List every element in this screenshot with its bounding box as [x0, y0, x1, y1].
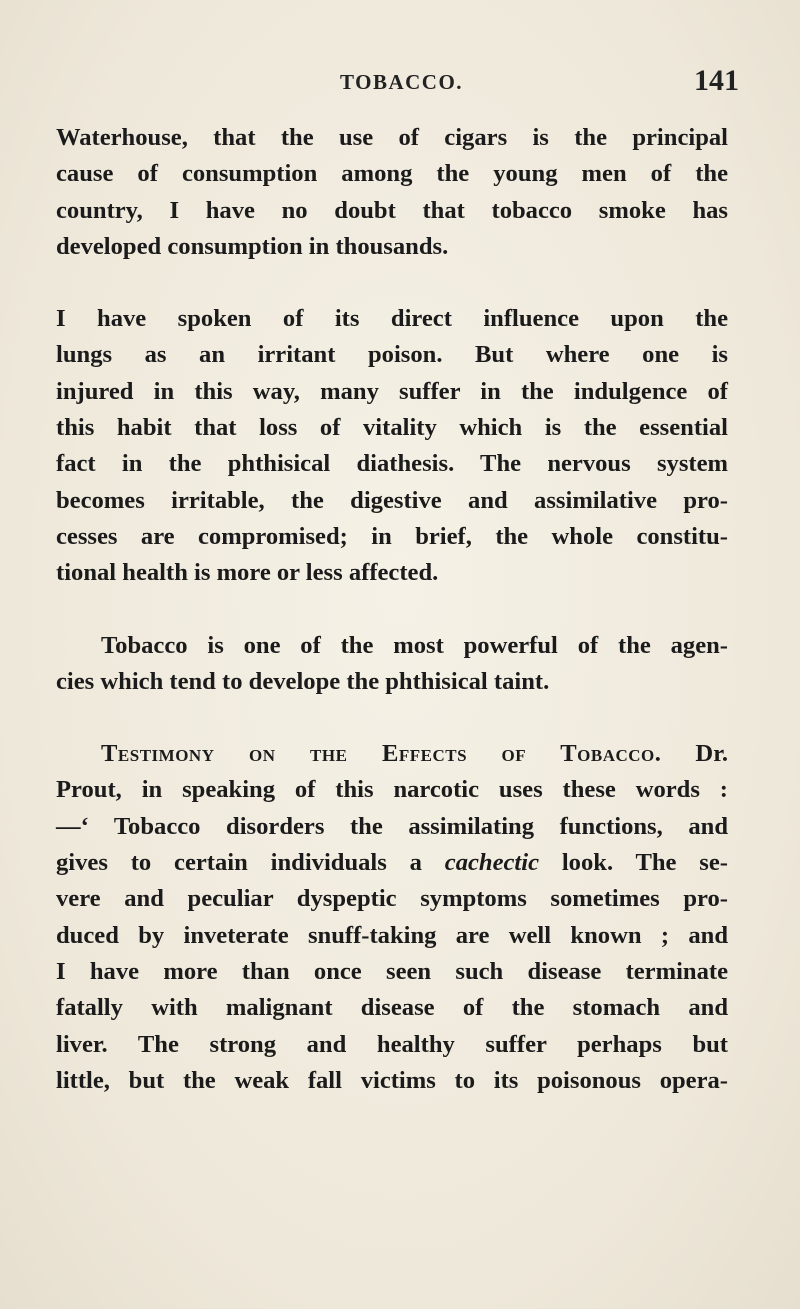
- text-line-with-italic: [56, 845, 728, 881]
- text-line: cesses are compromised; in brief, the whole constitu-: [56, 522, 728, 550]
- text-line: vere and peculiar dyspeptic symptoms sometimes pro-: [56, 885, 728, 913]
- running-head: [0, 62, 800, 102]
- text-line: fatally with malignant disease of the stomach and: [56, 994, 728, 1022]
- paragraph-4: [56, 736, 728, 1099]
- text-fragment: gives to certain individuals a: [56, 849, 445, 877]
- text-line: tional health is more or less affected.: [56, 559, 439, 587]
- paragraph-gap: [56, 265, 728, 301]
- heading-tail: Dr.: [661, 740, 728, 768]
- paragraph-2: [56, 301, 728, 591]
- text-line: lungs as an irritant poison. But where one is: [56, 341, 728, 369]
- paragraph-3: [56, 628, 728, 701]
- text-line: becomes irritable, the digestive and assimilative pro-: [56, 486, 728, 514]
- section-heading-line: [56, 736, 728, 772]
- body-text: [56, 120, 728, 1099]
- text-line: duced by inveterate snuff-taking are well known ; and: [56, 921, 728, 949]
- paragraph-1: [56, 120, 728, 265]
- text-line: fact in the phthisical diathesis. The nervous system: [56, 450, 728, 478]
- text-line: this habit that loss of vitality which is the essential: [56, 414, 728, 442]
- paragraph-gap: [56, 700, 728, 736]
- text-line: Waterhouse, that the use of cigars is the principal: [56, 124, 728, 151]
- text-line: —‘ Tobacco disorders the assimilating functions, and: [56, 812, 728, 840]
- text-line: cies which tend to develope the phthisical taint.: [56, 667, 550, 695]
- text-fragment: look. The se-: [539, 849, 728, 877]
- running-title: TOBACCO.: [340, 70, 464, 94]
- page-number: 141: [694, 64, 739, 97]
- text-line: little, but the weak fall victims to its poisonous opera-: [56, 1066, 728, 1094]
- text-line: country, I have no doubt that tobacco smoke has: [56, 196, 728, 224]
- text-line: Tobacco is one of the most powerful of the agen-: [101, 631, 728, 659]
- paragraph-gap: [56, 592, 728, 628]
- text-line: injured in this way, many suffer in the indulgence of: [56, 377, 728, 405]
- section-heading: Testimony on the Effects of Tobacco.: [101, 740, 662, 768]
- text-line: liver. The strong and healthy suffer perhaps but: [56, 1030, 728, 1058]
- text-line: cause of consumption among the young men of the: [56, 160, 728, 188]
- italic-word: cachectic: [444, 849, 540, 877]
- text-line: developed consumption in thousands.: [56, 232, 449, 260]
- text-line: Prout, in speaking of this narcotic uses these words :: [56, 776, 728, 804]
- text-line: I have spoken of its direct influence upon the: [56, 305, 728, 333]
- text-line: I have more than once seen such disease terminate: [56, 957, 728, 985]
